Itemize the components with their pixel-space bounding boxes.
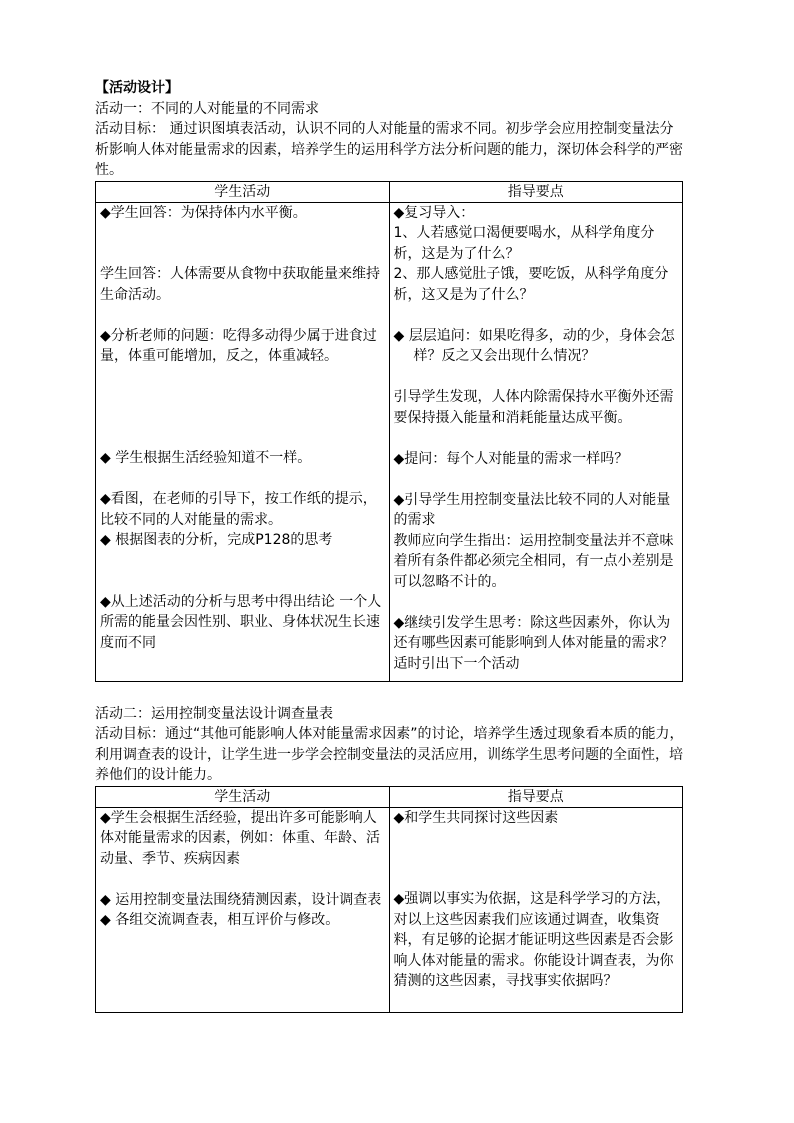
list-item: ◆ 运用控制变量法围绕猜测因素，设计调查表: [100, 891, 382, 908]
table-row: [96, 202, 683, 681]
activity1-table: [95, 181, 683, 682]
document-page: [95, 78, 685, 1013]
list-item: ◆从上述活动的分析与思考中得出结论 一个人所需的能量会因性别、职业、身体状况生长速度而不同: [100, 593, 382, 651]
student-cell: [96, 807, 390, 1012]
list-item: ◆引导学生用控制变量法比较不同的人对能量的需求: [393, 491, 671, 528]
list-item: ◆复习导入：: [393, 204, 475, 221]
list-item: 2、那人感觉肚子饿，要吃饭，从科学角度分析，这又是为了什么？: [393, 266, 669, 303]
header-student: 学生活动: [96, 786, 390, 807]
table-row: [96, 807, 683, 1012]
list-item: ◆ 层层追问：如果吃得多，动的少，身体会怎样？反之又会出现什么情况？: [393, 327, 675, 364]
list-item: ◆继续引发学生思考：除这些因素外，你认为还有哪些因素可能影响到人体对能量的需求？适时引出下一个活动: [393, 614, 674, 672]
list-item: 1、人若感觉口渴便要喝水，从科学角度分析，这是为了什么？: [393, 225, 655, 262]
header-guide: 指导要点: [389, 181, 683, 202]
activity1-goal: 活动目标： 通过识图填表活动，认识不同的人对能量的需求不同。初步学会应用控制变量法分析影响人体对能量需求的因素，培养学生的运用科学方法分析问题的能力，深切体会科学的严密性。: [95, 121, 683, 178]
list-item: ◆ 根据图表的分析，完成P128的思考: [100, 532, 333, 548]
header-guide: 指导要点: [389, 786, 683, 807]
list-item: ◆强调以事实为依据，这是科学学习的方法，对以上这些因素我们应该通过调查，收集资料，有足够的论据才能证明这些因素是否会影响人体对能量的需求。你能设计调查表，为你猜测的这些因素，寻找事实依据吗？: [393, 891, 674, 989]
list-item: ◆学生回答：为保持体内水平衡。: [100, 204, 307, 221]
guide-cell: [389, 807, 683, 1012]
list-item: ◆和学生共同探讨这些因素: [393, 809, 559, 826]
guide-cell: [389, 202, 683, 681]
table-header-row: [96, 181, 683, 202]
list-item: ◆学生会根据生活经验，提出许多可能影响人体对能量需求的因素，例如：体重、年龄、活动量、季节、疾病因素: [100, 809, 380, 867]
list-item: ◆提问：每个人对能量的需求一样吗？: [393, 450, 629, 467]
header-student: 学生活动: [96, 181, 390, 202]
list-item: ◆ 学生根据生活经验知道不一样。: [100, 450, 312, 466]
table-header-row: [96, 786, 683, 807]
activity2-table: [95, 786, 683, 1013]
list-item: 教师应向学生指出：运用控制变量法并不意味着所有条件都必须完全相同，有一点小差别是可以忽略不计的。: [393, 532, 674, 590]
activity1-name: 活动一：不同的人对能量的不同需求: [95, 100, 319, 117]
section-title: 【活动设计】: [95, 80, 179, 96]
list-item: 引导学生发现，人体内除需保持水平衡外还需要保持摄入能量和消耗能量达成平衡。: [393, 389, 674, 426]
list-item: ◆看图，在老师的引导下，按工作纸的提示，比较不同的人对能量的需求。: [100, 491, 377, 528]
activity2-name: 活动二：运用控制变量法设计调查量表: [95, 705, 333, 722]
list-item: ◆分析老师的问题：吃得多动得少属于进食过量，体重可能增加，反之，体重减轻。: [100, 327, 377, 364]
list-item: ◆ 各组交流调查表，相互评价与修改。: [100, 912, 340, 928]
student-cell: [96, 202, 390, 681]
activity2-goal: 活动目标：通过“其他可能影响人体对能量需求因素”的讨论，培养学生透过现象看本质的能力，利用调查表的设计，让学生进一步学会控制变量法的灵活应用，训练学生思考问题的全面性，培养他们的设计能力。: [95, 726, 684, 783]
list-item: 学生回答：人体需要从食物中获取能量来维持生命活动。: [100, 266, 380, 303]
